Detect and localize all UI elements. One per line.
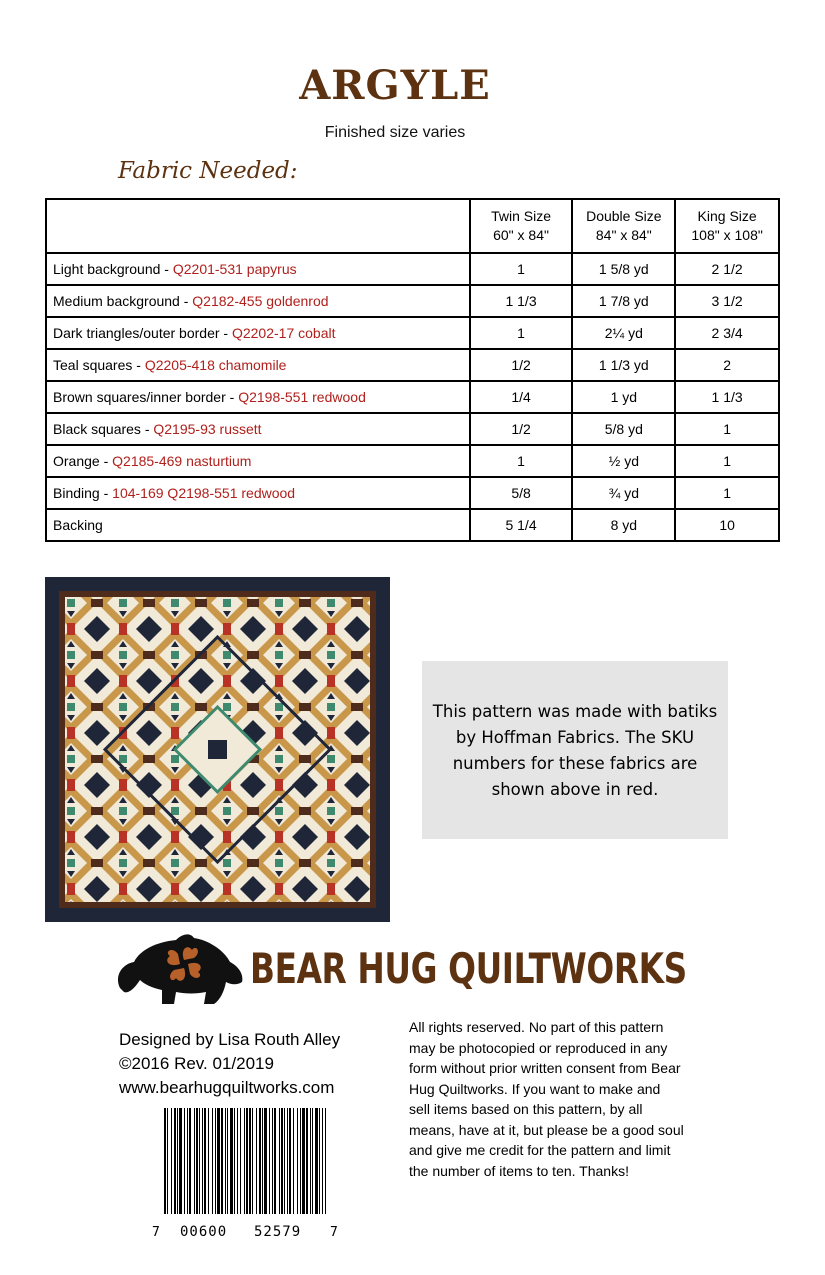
double-amount: 1 yd	[572, 381, 675, 413]
barcode-bar	[322, 1108, 323, 1228]
barcode-bar	[199, 1108, 200, 1228]
twin-label: Twin Size	[491, 208, 551, 224]
barcode-bar	[234, 1108, 235, 1228]
table-row	[46, 285, 779, 317]
fabric-label: Black squares -	[53, 421, 154, 437]
table-row	[46, 349, 779, 381]
barcode-bar	[237, 1108, 238, 1228]
double-amount: 1 5/8 yd	[572, 253, 675, 285]
fabric-cell	[46, 253, 470, 285]
barcode-bar	[274, 1108, 276, 1228]
fabric-sku: Q2185-469 nasturtium	[112, 453, 252, 469]
barcode-bar	[259, 1108, 261, 1228]
barcode-bar	[208, 1108, 209, 1228]
barcode-bar	[264, 1108, 267, 1228]
barcode-bar	[293, 1108, 294, 1228]
twin-amount: 1/2	[470, 349, 573, 381]
barcode-bar	[184, 1108, 185, 1228]
twin-amount: 1	[470, 253, 573, 285]
barcode-bar	[230, 1108, 233, 1228]
barcode-bar	[306, 1108, 308, 1228]
barcode-bar	[187, 1108, 188, 1228]
barcode-bar	[262, 1108, 263, 1228]
fabric-label: Medium background -	[53, 293, 193, 309]
barcode-bar	[202, 1108, 203, 1228]
fabric-cell	[46, 317, 470, 349]
center-square	[208, 740, 227, 759]
twin-dims: 60" x 84"	[493, 227, 549, 243]
fabric-cell	[46, 381, 470, 413]
fabric-label: Teal squares -	[53, 357, 145, 373]
twin-amount: 1/4	[470, 381, 573, 413]
barcode-bar	[302, 1108, 305, 1228]
barcode-bar	[279, 1108, 280, 1228]
barcode-bar	[297, 1108, 298, 1228]
rights-statement: All rights reserved. No part of this pattern may be photocopied or reproduced in any form without prior written consent from Bear Hug Quiltworks. If you want to make and sell items based on this pattern, by all means, have at it, but please be a good soul and give me credit for the pattern and limit the number of items to ten. Thanks!	[409, 1019, 684, 1179]
fabric-needed-heading: Fabric Needed:	[118, 158, 298, 184]
fabric-table-header	[46, 199, 779, 253]
header-blank-cell	[46, 199, 470, 253]
double-amount: ¾ yd	[572, 477, 675, 509]
barcode-bar	[177, 1108, 178, 1228]
fabric-sku: Q2201-531 papyrus	[172, 261, 297, 277]
double-amount: 2¼ yd	[572, 317, 675, 349]
fabric-sku: Q2195-93 russett	[153, 421, 262, 437]
barcode-bar	[252, 1108, 253, 1228]
king-label: King Size	[697, 208, 757, 224]
king-amount: 1	[675, 445, 779, 477]
barcode-bar	[217, 1108, 220, 1228]
barcode-bar	[312, 1108, 313, 1228]
king-amount: 1	[675, 477, 779, 509]
barcode-bar	[221, 1108, 223, 1228]
barcode-bar	[287, 1108, 288, 1228]
designer-line: Designed by Lisa Routh Alley	[119, 1030, 341, 1049]
fabric-sku: Q2205-418 chamomile	[144, 357, 287, 373]
table-row	[46, 381, 779, 413]
fabric-label: Brown squares/inner border -	[53, 389, 239, 405]
king-amount: 3 1/2	[675, 285, 779, 317]
double-dims: 84" x 84"	[595, 227, 652, 243]
king-amount: 1 1/3	[675, 381, 779, 413]
barcode-left-digits: 00600	[180, 1224, 228, 1240]
barcode-bar	[249, 1108, 251, 1228]
twin-amount: 1 1/3	[470, 285, 573, 317]
twin-amount: 5 1/4	[470, 509, 573, 541]
barcode-bar	[269, 1108, 270, 1228]
fabric-cell	[46, 445, 470, 477]
barcode-bar	[167, 1108, 168, 1228]
barcode-right-digits: 52579	[254, 1224, 302, 1240]
barcode-bar	[281, 1108, 283, 1228]
king-amount: 2	[675, 349, 779, 381]
fabric-label: Light background -	[53, 261, 173, 277]
table-row	[46, 317, 779, 349]
king-amount: 2 3/4	[675, 317, 779, 349]
header-king	[675, 199, 779, 253]
barcode-bar	[189, 1108, 191, 1228]
double-amount: 5/8 yd	[572, 413, 675, 445]
king-dims: 108" x 108"	[691, 227, 763, 243]
barcode-bar	[227, 1108, 228, 1228]
barcode-bar	[240, 1108, 241, 1228]
fabric-cell	[46, 349, 470, 381]
fabric-cell	[46, 413, 470, 445]
double-label: Double Size	[586, 208, 662, 224]
barcode-bar	[315, 1108, 318, 1228]
double-amount: 1 1/3 yd	[572, 349, 675, 381]
barcode-bar	[325, 1108, 326, 1228]
upc-barcode	[150, 1108, 340, 1240]
fabric-table	[45, 198, 780, 542]
fabric-cell	[46, 285, 470, 317]
header-twin	[470, 199, 573, 253]
double-amount: ½ yd	[572, 445, 675, 477]
king-amount: 10	[675, 509, 779, 541]
barcode-bar	[289, 1108, 291, 1228]
barcode-bar	[196, 1108, 198, 1228]
table-row	[46, 253, 779, 285]
double-amount: 1 7/8 yd	[572, 285, 675, 317]
fabric-sku: Q2198-551 redwood	[238, 389, 366, 405]
table-row	[46, 477, 779, 509]
barcode-bar	[246, 1108, 248, 1228]
fabric-label: Backing	[53, 517, 103, 533]
copyright-line: ©2016 Rev. 01/2019	[119, 1054, 274, 1073]
finished-size-text: Finished size varies	[324, 124, 466, 141]
barcode-bar	[179, 1108, 182, 1228]
fabric-cell	[46, 477, 470, 509]
fabric-sku: Q2202-17 cobalt	[231, 325, 336, 341]
barcode-bar	[300, 1108, 301, 1228]
barcode-bar	[256, 1108, 257, 1228]
twin-amount: 5/8	[470, 477, 573, 509]
twin-amount: 1	[470, 317, 573, 349]
king-amount: 2 1/2	[675, 253, 779, 285]
company-logo-text: BEAR HUG QUILTWORKS	[250, 944, 687, 993]
barcode-bars	[164, 1108, 326, 1228]
barcode-bar	[171, 1108, 172, 1228]
hoffman-note: This pattern was made with batiks by Hoffman Fabrics. The SKU numbers for these fabrics are shown above in red.	[422, 661, 728, 839]
pattern-title: ARGYLE	[299, 62, 491, 109]
table-row	[46, 509, 779, 541]
fabric-sku: Q2182-455 goldenrod	[192, 293, 329, 309]
barcode-bar	[174, 1108, 176, 1228]
quilt-image	[45, 577, 390, 922]
barcode-bar	[212, 1108, 213, 1228]
barcode-bar	[284, 1108, 285, 1228]
double-amount: 8 yd	[572, 509, 675, 541]
table-row	[46, 445, 779, 477]
barcode-bar	[272, 1108, 273, 1228]
barcode-lead-digit: 7	[152, 1225, 160, 1240]
king-amount: 1	[675, 413, 779, 445]
barcode-bar	[194, 1108, 195, 1228]
barcode-bar	[310, 1108, 311, 1228]
credits-block	[119, 1028, 340, 1100]
barcode-bar	[204, 1108, 206, 1228]
barcode-bar	[164, 1108, 166, 1228]
bear-logo-icon	[112, 928, 248, 1008]
twin-amount: 1	[470, 445, 573, 477]
barcode-bar	[244, 1108, 245, 1228]
website-link[interactable]: www.bearhugquiltworks.com	[119, 1078, 335, 1097]
table-row	[46, 413, 779, 445]
barcode-bar	[215, 1108, 216, 1228]
barcode-check-digit: 7	[330, 1225, 338, 1240]
fabric-label: Binding -	[53, 485, 113, 501]
twin-amount: 1/2	[470, 413, 573, 445]
fabric-label: Orange -	[53, 453, 113, 469]
header-double	[572, 199, 675, 253]
fabric-label: Dark triangles/outer border -	[53, 325, 232, 341]
barcode-bar	[319, 1108, 320, 1228]
fabric-cell	[46, 509, 470, 541]
barcode-bar	[225, 1108, 226, 1228]
fabric-sku: 104-169 Q2198-551 redwood	[112, 485, 296, 501]
